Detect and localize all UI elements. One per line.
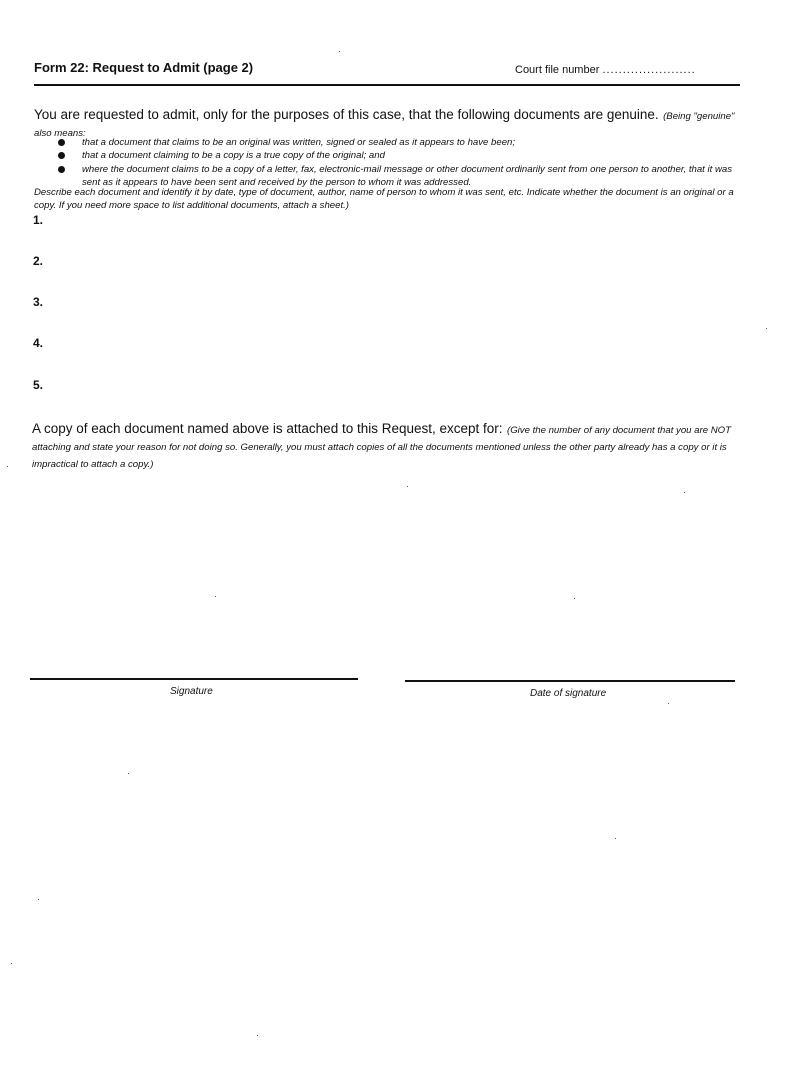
court-file-number-field: .......................: [602, 64, 696, 76]
list-item-text: where the document claims to be a copy of a letter, fax, electronic-mail message or other document ordinarily sent from one person to another, that it was sent as it appears to have been sent and received by the person to whom it was addressed.: [82, 163, 733, 188]
signature-label: Signature: [170, 686, 213, 697]
intro-main-text: You are requested to admit, only for the purposes of this case, that the following documents are genuine.: [34, 107, 659, 122]
scan-speck: [574, 598, 575, 599]
scan-speck: [684, 492, 685, 493]
list-item: [58, 136, 748, 149]
genuine-criteria-list: [58, 136, 748, 189]
court-file-label: Court file number: [515, 64, 600, 76]
bullet-icon: [58, 166, 65, 173]
scan-speck: [257, 1035, 258, 1036]
form-title: Form 22: Request to Admit (page 2): [34, 60, 254, 75]
scan-speck: [766, 328, 767, 329]
scan-speck: [128, 773, 129, 774]
scan-speck: [407, 486, 408, 487]
document-number-1: 1.: [33, 213, 44, 227]
court-file-number: [515, 64, 696, 76]
document-number-5: 5.: [33, 378, 44, 392]
scan-speck: [339, 51, 340, 52]
document-number-4: 4.: [33, 336, 44, 350]
list-item-text: that a document claiming to be a copy is a true copy of the original; and: [82, 150, 385, 162]
list-item-text: that a document that claims to be an original was written, signed or sealed as it appears to have been;: [82, 137, 516, 148]
scan-speck: [11, 963, 12, 964]
header-rule: [34, 84, 740, 86]
date-of-signature-label: Date of signature: [530, 688, 607, 699]
scan-speck: [7, 466, 8, 467]
describe-instruction: Describe each document and identify it by date, type of document, author, name of person to whom it was sent, etc. Indicate whether the document is an original or a copy. If you need more space to list additional documents, attach a sheet.): [34, 187, 734, 211]
document-number-3: 3.: [33, 295, 44, 309]
bullet-icon: [58, 139, 65, 146]
copy-note-text: (Give the number of any document that you are NOT attaching and state your reason for not doing so. Generally, you must attach copies of all the documents mentioned unless the other party already has a copy or it is impractical to attach a copy.): [32, 425, 731, 470]
list-item: [58, 163, 748, 190]
scan-speck: [615, 838, 616, 839]
date-of-signature-line: [405, 680, 735, 682]
copy-exception-paragraph: [32, 421, 744, 471]
bullet-icon: [58, 152, 65, 159]
scan-speck: [668, 703, 669, 704]
scan-speck: [215, 596, 216, 597]
list-item: [58, 149, 748, 162]
signature-line: [30, 678, 358, 680]
copy-main-text: A copy of each document named above is attached to this Request, except for:: [32, 421, 503, 436]
intro-note-text: (Being "genuine" also means:: [34, 111, 735, 139]
scan-speck: [38, 899, 39, 900]
document-number-2: 2.: [33, 254, 44, 268]
